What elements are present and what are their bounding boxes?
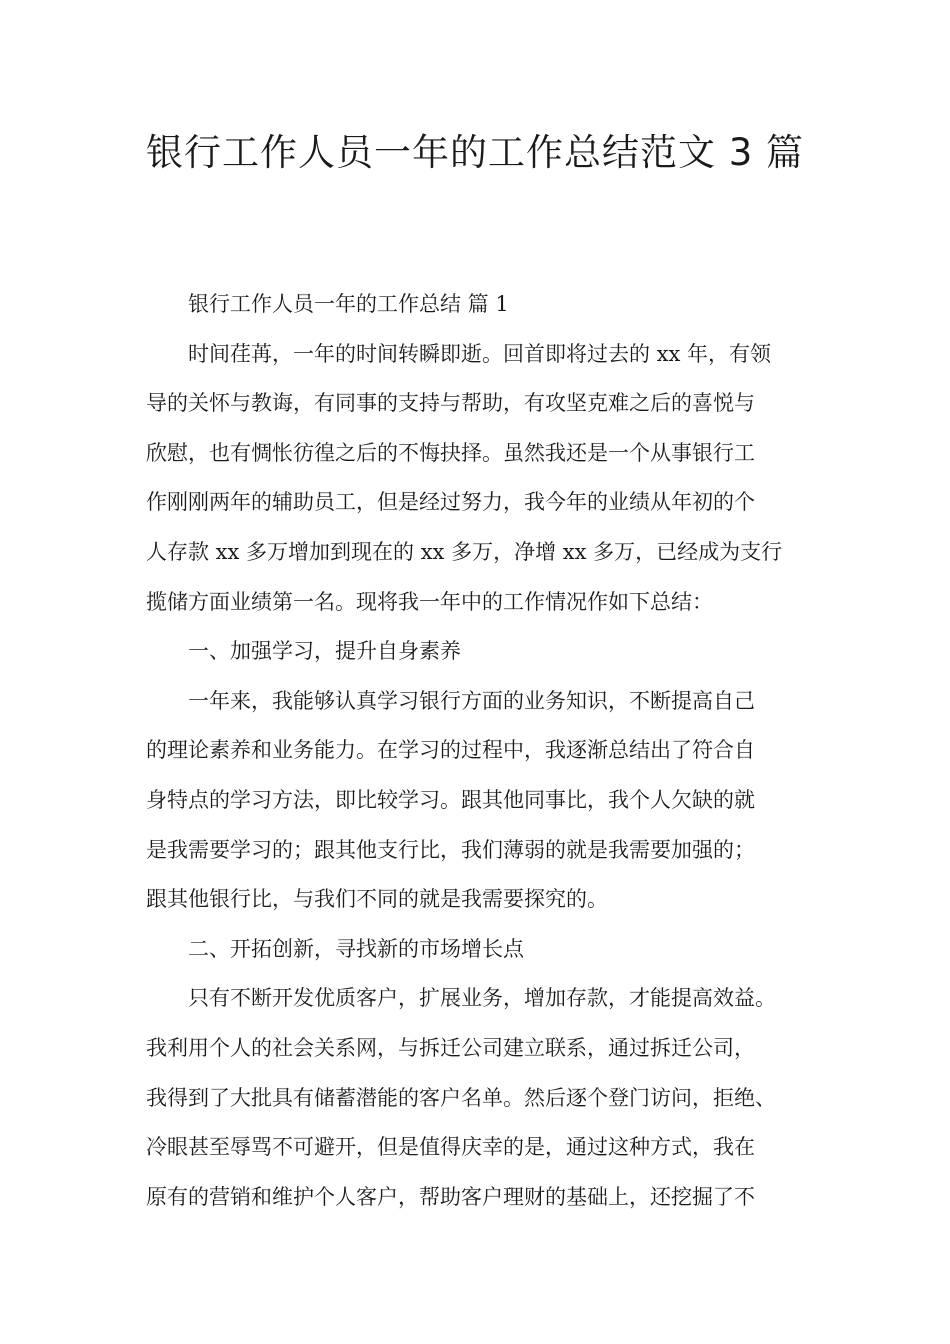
document-title: 银行工作人员一年的工作总结范文 3 篇 [145,131,805,174]
text-line: 人存款 xx 多万增加到现在的 xx 多万，净增 xx 多万，已经成为支行 [146,539,783,564]
text-line: 欣慰，也有惆怅彷徨之后的不悔抉择。虽然我还是一个从事银行工 [146,440,755,465]
text-line: 原有的营销和维护个人客户，帮助客户理财的基础上，还挖掘了不 [146,1184,755,1209]
document-body [146,280,816,1222]
text-line: 只有不断开发优质客户，扩展业务，增加存款，才能提高效益。 [188,986,776,1011]
text-line: 一、加强学习，提升自身素养 [188,639,461,664]
text-line: 跟其他银行比，与我们不同的就是我需要探究的。 [146,887,608,912]
text-line: 揽储方面业绩第一名。现将我一年中的工作情况作如下总结： [146,589,713,614]
text-line: 一年来，我能够认真学习银行方面的业务知识，不断提高自己 [188,688,755,713]
text-line: 是我需要学习的；跟其他支行比，我们薄弱的就是我需要加强的； [146,837,755,862]
text-line: 我利用个人的社会关系网，与拆迁公司建立联系，通过拆迁公司， [146,1035,755,1060]
text-line: 时间荏苒，一年的时间转瞬即逝。回首即将过去的 xx 年，有领 [188,341,772,366]
text-line: 身特点的学习方法，即比较学习。跟其他同事比，我个人欠缺的就 [146,787,755,812]
text-line: 作刚刚两年的辅助员工，但是经过努力，我今年的业绩从年初的个 [146,490,755,515]
text-line: 导的关怀与教诲，有同事的支持与帮助，有攻坚克难之后的喜悦与 [146,391,755,416]
text-line: 我得到了大批具有储蓄潜能的客户名单。然后逐个登门访问，拒绝、 [146,1085,776,1110]
text-line: 冷眼甚至辱骂不可避开，但是值得庆幸的是，通过这种方式，我在 [146,1135,755,1160]
text-line: 银行工作人员一年的工作总结 篇 1 [188,292,509,316]
text-line: 二、开拓创新，寻找新的市场增长点 [188,936,524,961]
text-line: 的理论素养和业务能力。在学习的过程中，我逐渐总结出了符合自 [146,738,755,763]
